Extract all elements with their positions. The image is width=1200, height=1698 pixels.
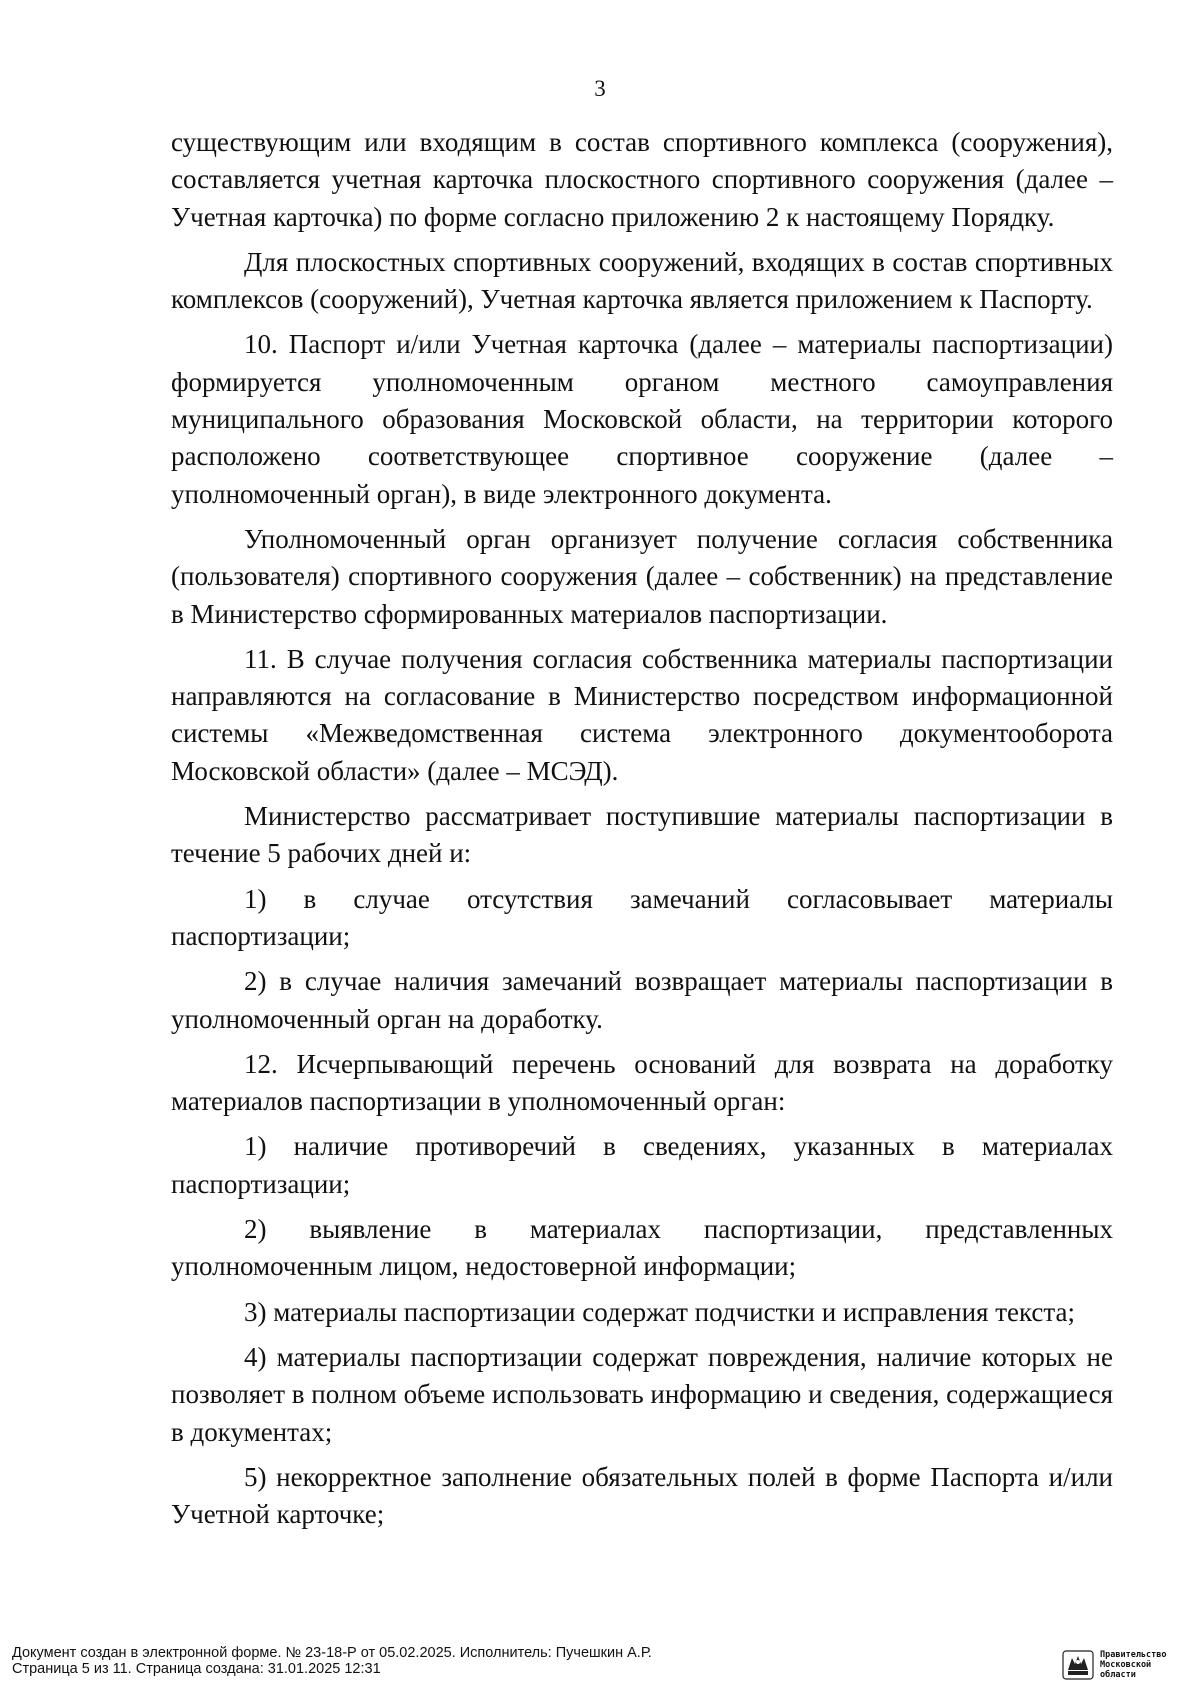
list-item: 2) в случае наличия замечаний возвращает материалы паспортизации в уполномоченный орган на доработку. (171, 966, 1113, 1034)
list-item: 3) материалы паспортизации содержат подчистки и исправления текста; (244, 1296, 1076, 1327)
paragraph: 12. Исчерпывающий перечень оснований для возврата на доработку материалов паспортизации в уполномоченный орган: (171, 1048, 1113, 1117)
list-item: 5) некорректное заполнение обязательных полей в форме Паспорта и/или Учетной карточке; (171, 1461, 1113, 1530)
list-item: 4) материалы паспортизации содержат повреждения, наличие которых не позволяет в полном объеме использовать информацию и сведения, содержащиеся в документах; (171, 1341, 1113, 1447)
list-item: 1) наличие противоречий в сведениях, указанных в материалах паспортизации; (171, 1131, 1113, 1199)
document-footer (12, 1645, 1072, 1677)
footer-document-info: Документ создан в электронной форме. № 23-18-Р от 05.02.2025. Исполнитель: Пучешкин А.Р. (12, 1645, 652, 1661)
list-item: 2) выявление в материалах паспортизации, представленных уполномоченным лицом, недостоверной информации; (171, 1214, 1113, 1282)
paragraph: Уполномоченный орган организует получение согласия собственника (пользователя) спортивного сооружения (далее – собственник) на представление в Министерство сформированных материалов паспортизации. (171, 523, 1113, 629)
list-item: 1) в случае отсутствия замечаний согласовывает материалы паспортизации; (171, 883, 1113, 951)
logo-line-1: Правительство (1100, 1650, 1167, 1660)
paragraph: существующим или входящим в состав спортивного комплекса (сооружения), составляется учетная карточка плоскостного спортивного сооружения (далее – Учетная карточка) по форме согласно приложению 2 к настоящему Порядку. (171, 127, 1113, 232)
document-body (171, 124, 1113, 1533)
paragraph: Для плоскостных спортивных сооружений, входящих в состав спортивных комплексов (сооружений), Учетная карточка является приложением к Паспорту. (171, 246, 1113, 315)
moscow-region-emblem-icon (1062, 1650, 1094, 1680)
paragraph: Министерство рассматривает поступившие материалы паспортизации в течение 5 рабочих дней и: (171, 801, 1113, 869)
paragraph: 10. Паспорт и/или Учетная карточка (далее – материалы паспортизации) формируется уполномоченным органом местного самоуправления муниципального образования Московской области, на территории которого расположено соответствующее спортивное сооружение (далее – уполномоченный орган), в виде электронного документа. (171, 329, 1113, 509)
government-logo (1062, 1648, 1192, 1682)
logo-line-2: Московской области (1100, 1660, 1152, 1680)
paragraph: 11. В случае получения согласия собственника материалы паспортизации направляются на согласование в Министерство посредством информационной системы «Межведомственная система электронного документооборота Московской области» (далее – МСЭД). (171, 643, 1113, 786)
page-number: 3 (594, 76, 606, 101)
footer-page-info: Страница 5 из 11. Страница создана: 31.01.2025 12:31 (12, 1661, 381, 1677)
